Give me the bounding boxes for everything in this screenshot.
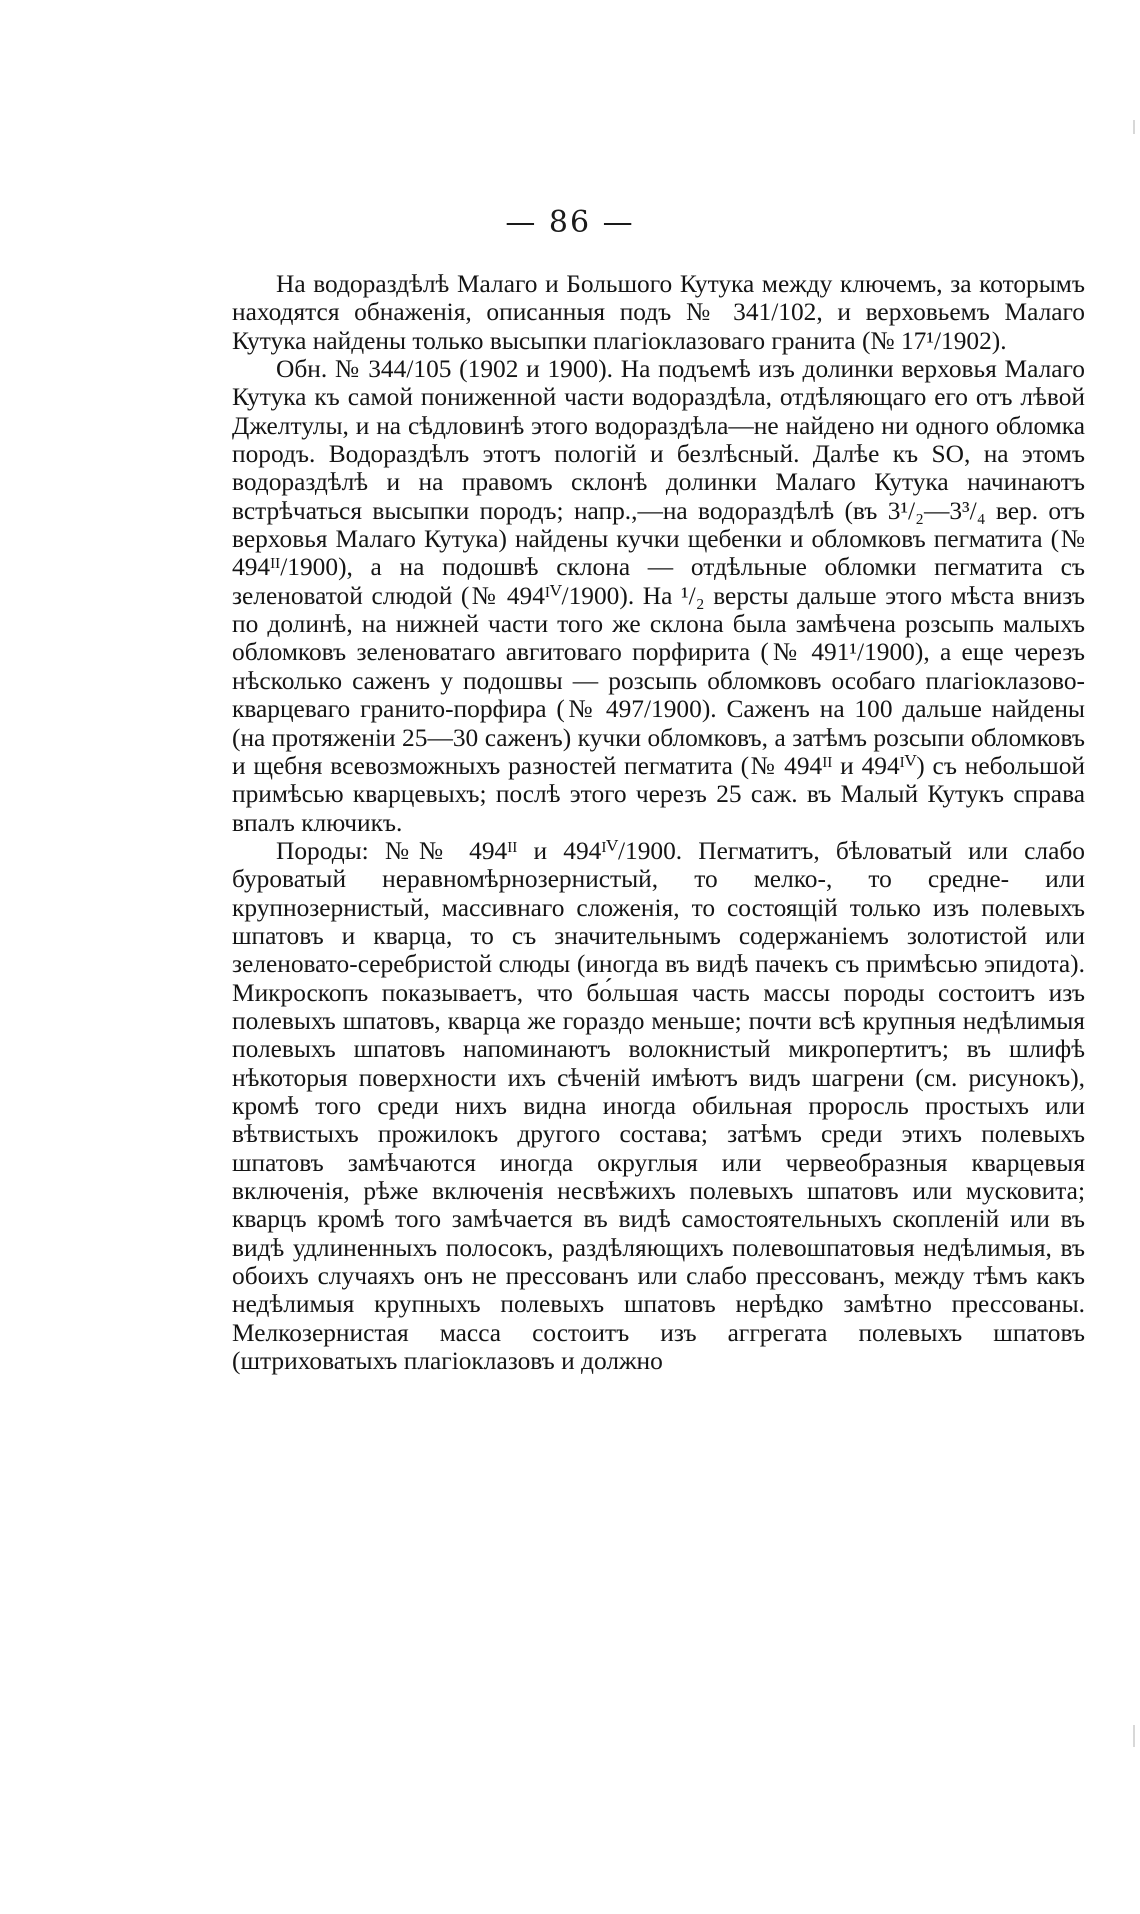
scan-edge-mark: [1133, 120, 1135, 134]
page-number: — 86 —: [505, 205, 635, 240]
body-text: [232, 270, 1085, 1375]
paragraph-rocks-pegmatite: Породы: №№ 494ᴵᴵ и 494ᴵⱽ/1900. Пегматитъ, бѣловатый или слабо буроватый неравномѣрнозернистый, то мелко-, то средне- или крупнозернистый, массивнаго сложенія, то состоящій только изъ полевыхъ шпатовъ и кварца, то съ значительнымъ содержаніемъ золотистой или зеленовато-серебристой слюды (иногда въ видѣ пачекъ съ примѣсью эпидота). Микроскопъ показываетъ, что бо́льшая часть массы породы состоитъ изъ полевыхъ шпатовъ, кварца же гораздо меньше; почти всѣ крупныя недѣлимыя полевыхъ шпатовъ напоминаютъ волокнистый микропертитъ; въ шлифѣ нѣкоторыя поверхности ихъ сѣченій имѣютъ видъ шагрени (см. рисунокъ), кромѣ того среди нихъ видна иногда обильная проросль простыхъ или вѣтвистыхъ прожилокъ другого состава; затѣмъ среди этихъ полевыхъ шпатовъ замѣчаются иногда округлыя или червеобразныя кварцевыя включенія, рѣже включенія несвѣжихъ полевыхъ шпатовъ или мусковита; кварцъ кромѣ того замѣчается въ видѣ самостоятельныхъ скопленій или въ видѣ удлиненныхъ полосокъ, раздѣляющихъ полевошпатовыя недѣлимыя, въ обоихъ случаяхъ онъ не прессованъ или слабо прессованъ, между тѣмъ какъ недѣлимыя крупныхъ полевыхъ шпатовъ нерѣдко замѣтно прессованы. Мелкозернистая масса состоитъ изъ аггрегата полевыхъ шпатовъ (штриховатыхъ плагіоклазовъ и должно: [232, 836, 1085, 1376]
scan-edge-mark: [1133, 1725, 1135, 1747]
paragraph-watershed: На водораздѣлѣ Малаго и Большого Кутука между ключемъ, за которымъ находятся обнаженія, описанныя подъ № 341/102, и верховьемъ Малаго Кутука найдены только высыпки плагіоклазоваго гранита (№ 17¹/1902).: [232, 270, 1085, 355]
paragraph-outcrop-344: Обн. № 344/105 (1902 и 1900). На подъемѣ изъ долинки верховья Малаго Кутука къ самой пониженной части водораздѣла, отдѣляющаго его отъ лѣвой Джелтулы, и на сѣдловинѣ этого водораздѣла—не найдено ни одного обломка породъ. Водораздѣлъ этотъ пологій и безлѣсный. Далѣе къ SO, на этомъ водораздѣлѣ и на правомъ склонѣ долинки Малаго Кутука начинаютъ встрѣчаться высыпки породъ; напр.,—на водораздѣлѣ (въ 3¹/₂—3³/₄ вер. отъ верховья Малаго Кутука) найдены кучки щебенки и обломковъ пегматита (№ 494ᴵᴵ/1900), а на подошвѣ склона — отдѣльные обломки пегматита съ зеленоватой слюдой (№ 494ᴵⱽ/1900). На ¹/₂ версты дальше этого мѣста внизъ по долинѣ, на нижней части того же склона была замѣчена розсыпь малыхъ обломковъ зеленоватаго авгитоваго порфирита (№ 491¹/1900), а еще черезъ нѣсколько саженъ у подошвы — розсыпь обломковъ особаго плагіоклазово-кварцеваго гранито-порфира (№ 497/1900). Саженъ на 100 дальше найдены (на протяженіи 25—30 саженъ) кучки обломковъ, а затѣмъ розсыпи обломковъ и щебня всевозможныхъ разностей пегматита (№ 494ᴵᴵ и 494ᴵⱽ) съ небольшой примѣсью кварцевыхъ; послѣ этого черезъ 25 саж. въ Малый Кутукъ справа впалъ ключикъ.: [232, 355, 1085, 837]
